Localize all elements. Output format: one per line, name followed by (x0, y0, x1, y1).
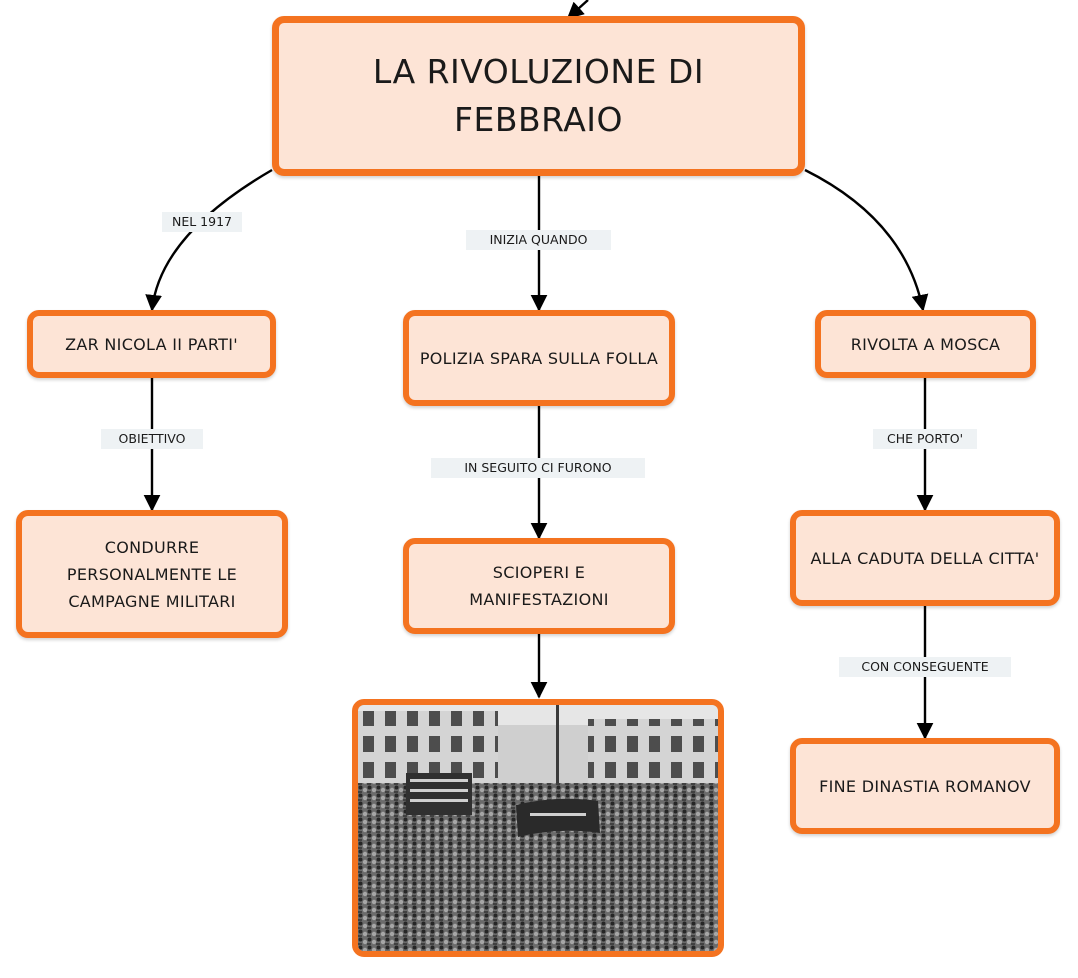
node-condurre-text: CONDURRE PERSONALMENTE LE CAMPAGNE MILITARI (66, 537, 238, 611)
node-main-title-text: LA RIVOLUZIONE DI FEBBRAIO (372, 52, 705, 139)
node-polizia[interactable] (403, 310, 675, 406)
node-main-title[interactable] (272, 16, 805, 176)
edge-label-nel-1917: NEL 1917 (162, 212, 242, 232)
node-scioperi[interactable] (403, 538, 675, 634)
edge-label-che-porto: CHE PORTO' (873, 429, 977, 449)
edge-main-rivolta (805, 170, 923, 310)
node-caduta-citta-text: ALLA CADUTA DELLA CITTA' (810, 548, 1040, 568)
node-condurre[interactable] (16, 510, 288, 638)
edge-main-zar (152, 170, 272, 310)
node-fine-dinastia-text: FINE DINASTIA ROMANOV (819, 776, 1031, 796)
demonstration-photo-image (358, 705, 718, 951)
demonstration-photo[interactable] (352, 699, 724, 957)
node-scioperi-text: SCIOPERI E MANIFESTAZIONI (469, 563, 609, 609)
edge-label-in-seguito: IN SEGUITO CI FURONO (431, 458, 645, 478)
node-rivolta-mosca[interactable] (815, 310, 1036, 378)
node-rivolta-mosca-text: RIVOLTA A MOSCA (850, 334, 1001, 354)
node-fine-dinastia[interactable] (790, 738, 1060, 834)
node-zar-nicola[interactable] (27, 310, 276, 378)
node-caduta-citta[interactable] (790, 510, 1060, 606)
edge-label-obiettivo: OBIETTIVO (101, 429, 203, 449)
edge-label-con-conseguente: CON CONSEGUENTE (839, 657, 1011, 677)
node-polizia-text: POLIZIA SPARA SULLA FOLLA (419, 348, 659, 368)
edge-label-inizia-quando: INIZIA QUANDO (466, 230, 611, 250)
node-zar-nicola-text: ZAR NICOLA II PARTI' (65, 334, 238, 354)
